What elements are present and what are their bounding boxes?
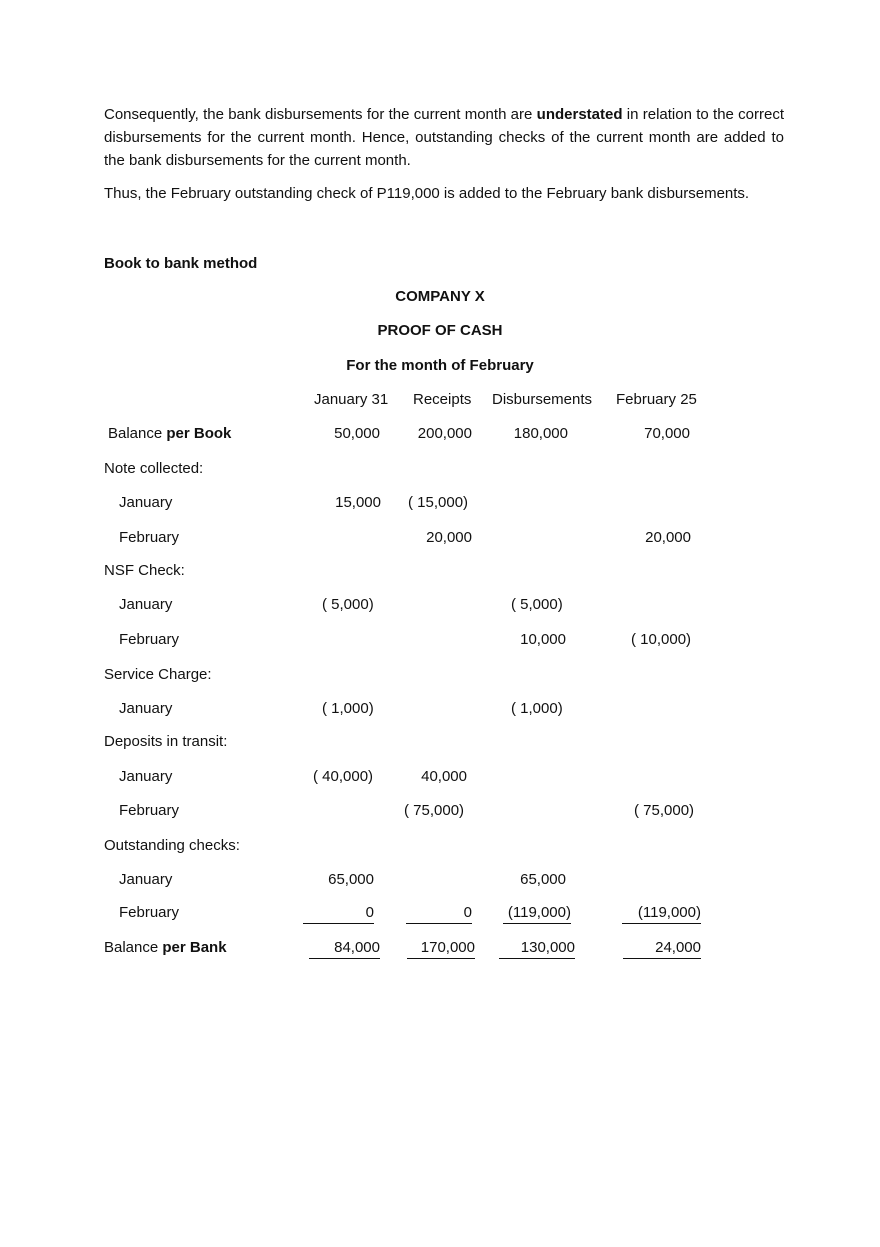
cell-bank-feb: 24,000 <box>623 938 701 959</box>
row-label-nsf-check: NSF Check: <box>104 562 185 579</box>
cell-oc-jan-dis: 65,000 <box>520 871 566 888</box>
cell-book-feb: 70,000 <box>644 425 690 442</box>
row-label-dit-february: February <box>119 802 180 819</box>
intro-text-cont: in relation to the correct disbursements for the current month. Hence, outstanding checks of the current month are added to the bank disbursements for the current month. <box>104 106 784 169</box>
cell-book-dis: 180,000 <box>513 425 568 442</box>
report-title: PROOF OF CASH <box>377 322 503 339</box>
company-name: COMPANY X <box>395 288 485 305</box>
cell-note-feb-rec: 20,000 <box>426 529 472 546</box>
column-header-receipts: Receipts <box>413 391 472 408</box>
row-label-deposits-in-transit: Deposits in transit: <box>104 733 228 750</box>
row-label-nsf-january: January <box>119 596 173 613</box>
row-label-note-collected: Note collected: <box>104 460 204 477</box>
cell-book-jan: 50,000 <box>334 425 380 442</box>
row-label-balance-per-book <box>108 424 231 444</box>
cell-oc-feb-rec: 0 <box>406 903 472 924</box>
emphasis-understated: understated <box>536 106 623 123</box>
intro-paragraph-2: Thus, the February outstanding check of P119,000 is added to the February bank disbursements. <box>104 185 750 202</box>
row-label-service-charge: Service Charge: <box>104 666 212 683</box>
intro-paragraph-1 <box>104 103 784 172</box>
cell-dit-feb-rec: ( 75,000) <box>404 802 465 819</box>
row-label-note-january: January <box>119 494 173 511</box>
cell-oc-feb-jan: 0 <box>303 903 374 924</box>
cell-book-rec: 200,000 <box>417 425 472 442</box>
row-label-nsf-february: February <box>119 631 180 648</box>
cell-oc-feb-feb: (119,000) <box>622 903 701 924</box>
cell-bank-jan: 84,000 <box>309 938 380 959</box>
row-label-outstanding-checks: Outstanding checks: <box>104 837 240 854</box>
row-label-oc-february: February <box>119 904 180 921</box>
intro-text: Consequently, the bank disbursements for the current month are <box>104 106 537 123</box>
cell-note-feb-feb: 20,000 <box>645 529 691 546</box>
cell-dit-jan-jan: ( 40,000) <box>313 768 374 785</box>
cell-service-jan-jan: ( 1,000) <box>322 700 374 717</box>
cell-dit-feb-feb: ( 75,000) <box>634 802 695 819</box>
row-label-dit-january: January <box>119 768 173 785</box>
column-header-february-25: February 25 <box>616 391 697 408</box>
cell-note-jan-rec: ( 15,000) <box>408 494 469 511</box>
row-label-service-january: January <box>119 700 173 717</box>
label-plain: Balance <box>108 425 167 442</box>
cell-nsf-feb-dis: 10,000 <box>520 631 566 648</box>
label-bold: per Bank <box>162 939 227 956</box>
cell-service-jan-dis: ( 1,000) <box>511 700 563 717</box>
column-header-disbursements: Disbursements <box>492 391 593 408</box>
cell-nsf-feb-feb: ( 10,000) <box>631 631 692 648</box>
label-plain: Balance <box>104 939 163 956</box>
column-header-january-31: January 31 <box>314 391 389 408</box>
cell-note-jan-jan: 15,000 <box>335 494 381 511</box>
row-label-oc-january: January <box>119 871 173 888</box>
cell-oc-jan-jan: 65,000 <box>328 871 374 888</box>
report-period: For the month of February <box>346 357 534 374</box>
cell-bank-dis: 130,000 <box>499 938 575 959</box>
cell-nsf-jan-dis: ( 5,000) <box>511 596 563 613</box>
section-heading: Book to bank method <box>104 255 258 272</box>
row-label-note-february: February <box>119 529 180 546</box>
cell-nsf-jan-jan: ( 5,000) <box>322 596 374 613</box>
cell-oc-feb-dis: (119,000) <box>503 903 571 924</box>
row-label-balance-per-bank <box>104 938 227 958</box>
cell-bank-rec: 170,000 <box>407 938 475 959</box>
label-bold: per Book <box>166 425 232 442</box>
cell-dit-jan-rec: 40,000 <box>421 768 467 785</box>
